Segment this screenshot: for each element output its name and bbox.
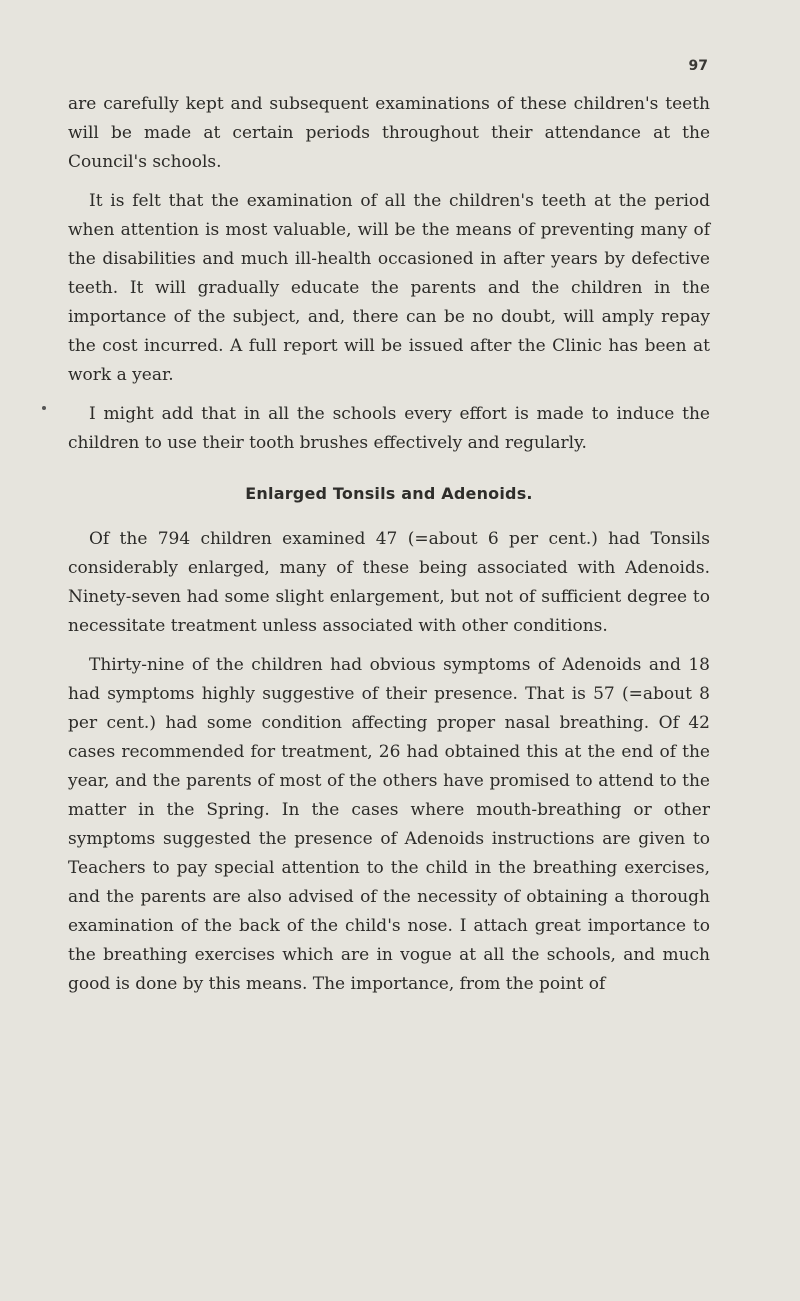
page-number: 97: [688, 58, 708, 74]
paragraph-tonsils: Of the 794 children examined 47 (=about 6 per cent.) had Tonsils considerably enlarged, many of these being associated with Adenoids. Ninety-seven had some slight enlargement, but not of sufficient degree to necessitate treatment unless associated with other conditions.: [68, 529, 710, 636]
paragraph-tooth-brushes: I might add that in all the schools every effort is made to induce the children to use their tooth brushes effectively and regularly.: [68, 404, 710, 453]
paragraph-examination: It is felt that the examination of all the children's teeth at the period when attention is most valuable, will be the means of preventing many of the disabilities and much ill-health occasioned in after years by defective teeth. It will gradually educate the parents and the children in the importance of the subject, and, there can be no doubt, will amply repay the cost incurred. A full report will be issued after the Clinic has been at work a year.: [68, 191, 710, 385]
section-heading: Enlarged Tonsils and Adenoids.: [245, 484, 533, 503]
paragraph-adenoids: Thirty-nine of the children had obvious symptoms of Adenoids and 18 had symptoms highly suggestive of their presence. That is 57 (=about 8 per cent.) had some condition affecting proper nasal breathing. Of 42 cases recommended for treatment, 26 had obtained this at the end of the year, and the parents of most of the others have promised to attend to the matter in the Spring. In the cases where mouth-breathing or other symptoms suggested the presence of Adenoids instructions are given to Teachers to pay special attention to the child in the breathing exercises, and the parents are also advised of the necessity of obtaining a thorough examination of the back of the child's nose. I attach great importance to the breathing exercises which are in vogue at all the schools, and much good is done by this means. The importance, from the point of: [68, 655, 710, 994]
margin-mark: [42, 406, 46, 410]
body-text: [68, 90, 710, 999]
paragraph-continuation: are carefully kept and subsequent examinations of these children's teeth will be made at certain periods throughout their attendance at the Council's schools.: [68, 94, 710, 172]
